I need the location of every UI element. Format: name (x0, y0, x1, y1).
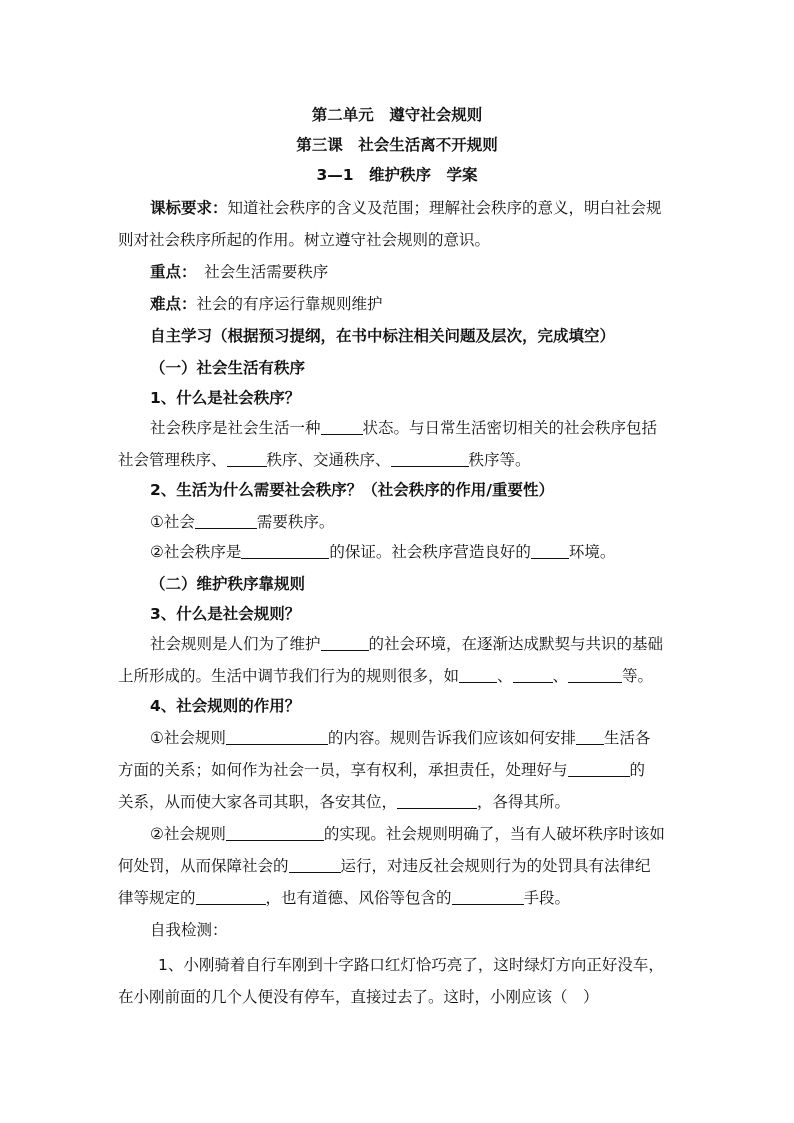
q1-text-d: 秩序、交通秩序、 (266, 451, 391, 469)
part1-heading: （一）社会生活有秩序 (150, 359, 306, 377)
q4-text-g: ，各得其所。 (477, 793, 571, 811)
q2-answer-line-2 (150, 540, 710, 562)
unit-title: 第二单元 遵守社会规则 (311, 106, 483, 124)
q4-text-d: 方面的关系；如何作为社会一员，享有权利，承担责任，处理好与 (118, 761, 568, 779)
fill-blank[interactable] (397, 794, 477, 809)
q3-text-c: 上所形成的。生活中调节我们行为的规则很多，如 (118, 667, 460, 685)
q1-text-c: 社会管理秩序、 (118, 451, 227, 469)
q4-text-f: 关系，从而使大家各司其职，各安其位， (118, 793, 398, 811)
q2-text-e: 环境。 (568, 543, 616, 561)
q3-answer-line-2 (118, 664, 678, 686)
self-test-heading: 自我检测： (150, 921, 228, 939)
q3-text-a: 社会规则是人们为了维护 (150, 635, 321, 653)
q4-text-n: 手段。 (523, 889, 571, 907)
difficulty-label: 难点： (150, 295, 197, 313)
lesson-title: 第三课 社会生活离不开规则 (296, 136, 498, 154)
question-1: 1、什么是社会秩序？ (150, 389, 301, 407)
q4-text-m: ，也有道德、风俗等包含的 (265, 889, 452, 907)
q4-text-e: 的 (629, 761, 646, 779)
fill-blank[interactable] (226, 730, 328, 745)
fill-blank[interactable] (452, 890, 524, 905)
fill-blank[interactable] (513, 668, 553, 683)
difficulty-line (150, 292, 710, 314)
fill-blank[interactable] (289, 858, 341, 873)
q4-text-j: 何处罚，从而保障社会的 (118, 857, 289, 875)
key-point-text: 社会生活需要秩序 (188, 263, 329, 281)
fill-blank[interactable] (196, 890, 266, 905)
q1-answer-line-2 (118, 448, 678, 470)
fill-blank[interactable] (459, 668, 497, 683)
requirement-line-2: 则对社会秩序所起的作用。树立遵守社会规则的意识。 (118, 231, 491, 249)
fill-blank[interactable] (391, 452, 469, 467)
q4-text-b: 的内容。规则告诉我们应该如何安排 (327, 729, 576, 747)
q3-text-e: 、 (552, 667, 569, 685)
question-4: 4、社会规则的作用？ (150, 697, 301, 715)
q2-answer-line-1 (150, 510, 710, 532)
difficulty-text: 社会的有序运行靠规则维护 (196, 295, 383, 313)
q4-answer-line-1 (150, 726, 710, 748)
test-item-1-line-1: 1、小刚骑着自行车刚到十字路口红灯恰巧亮了，这时绿灯方向正好没车， (158, 956, 664, 974)
section-title: 3—1 维护秩序 学案 (316, 166, 478, 184)
q3-text-b: 的社会环境，在逐渐达成默契与共识的基础 (368, 635, 664, 653)
q4-text-l: 律等规定的 (118, 889, 196, 907)
q4-text-h: ②社会规则 (150, 825, 226, 843)
q4-text-a: ①社会规则 (150, 729, 226, 747)
q3-text-d: 、 (497, 667, 513, 685)
fill-blank[interactable] (321, 420, 363, 435)
q4-answer-line-6 (118, 886, 678, 908)
fill-blank[interactable] (226, 826, 324, 841)
fill-blank[interactable] (321, 636, 369, 651)
fill-blank[interactable] (568, 668, 622, 683)
requirement-line-1 (150, 196, 710, 218)
q4-text-c: 生活各 (603, 729, 651, 747)
q2-text-b: 需要秩序。 (256, 513, 335, 531)
requirement-text-1: 知道社会秩序的含义及范围；理解社会秩序的意义，明白社会规 (227, 199, 662, 217)
fill-blank[interactable] (195, 514, 257, 529)
key-point-line (150, 260, 710, 282)
q1-text-b: 状态。与日常生活密切相关的社会秩序包括 (362, 419, 658, 437)
q1-answer-line-1 (150, 416, 710, 438)
test-item-1-line-2: 在小刚前面的几个人便没有停车，直接过去了。这时，小刚应该（ ） (118, 988, 599, 1006)
q2-text-c: ②社会秩序是 (150, 543, 242, 561)
fill-blank[interactable] (227, 452, 267, 467)
q2-text-d: 的保证。社会秩序营造良好的 (329, 543, 531, 561)
fill-blank[interactable] (576, 730, 604, 745)
q1-text-e: 秩序等。 (468, 451, 531, 469)
fill-blank[interactable] (241, 544, 329, 559)
part2-heading: （二）维护秩序靠规则 (150, 575, 306, 593)
q4-answer-line-3 (118, 790, 678, 812)
q3-answer-line-1 (150, 632, 710, 654)
study-heading: 自主学习（根据预习提纲，在书中标注相关问题及层次，完成填空） (150, 327, 616, 345)
fill-blank[interactable] (568, 762, 630, 777)
q4-answer-line-4 (150, 822, 710, 844)
q3-text-f: 等。 (622, 667, 654, 685)
question-2: 2、生活为什么需要社会秩序？（社会秩序的作用/重要性） (150, 481, 554, 499)
key-point-label: 重点： (150, 263, 189, 281)
q4-answer-line-5 (118, 854, 678, 876)
q1-text-a: 社会秩序是社会生活一种 (150, 419, 321, 437)
fill-blank[interactable] (531, 544, 569, 559)
q2-text-a: ①社会 (150, 513, 195, 531)
requirement-label: 课标要求： (150, 199, 228, 217)
q4-text-k: 运行，对违反社会规则行为的处罚具有法律纪 (340, 857, 651, 875)
q4-answer-line-2 (118, 758, 678, 780)
q4-text-i: 的实现。社会规则明确了，当有人破坏秩序时该如 (323, 825, 665, 843)
question-3: 3、什么是社会规则？ (150, 605, 301, 623)
